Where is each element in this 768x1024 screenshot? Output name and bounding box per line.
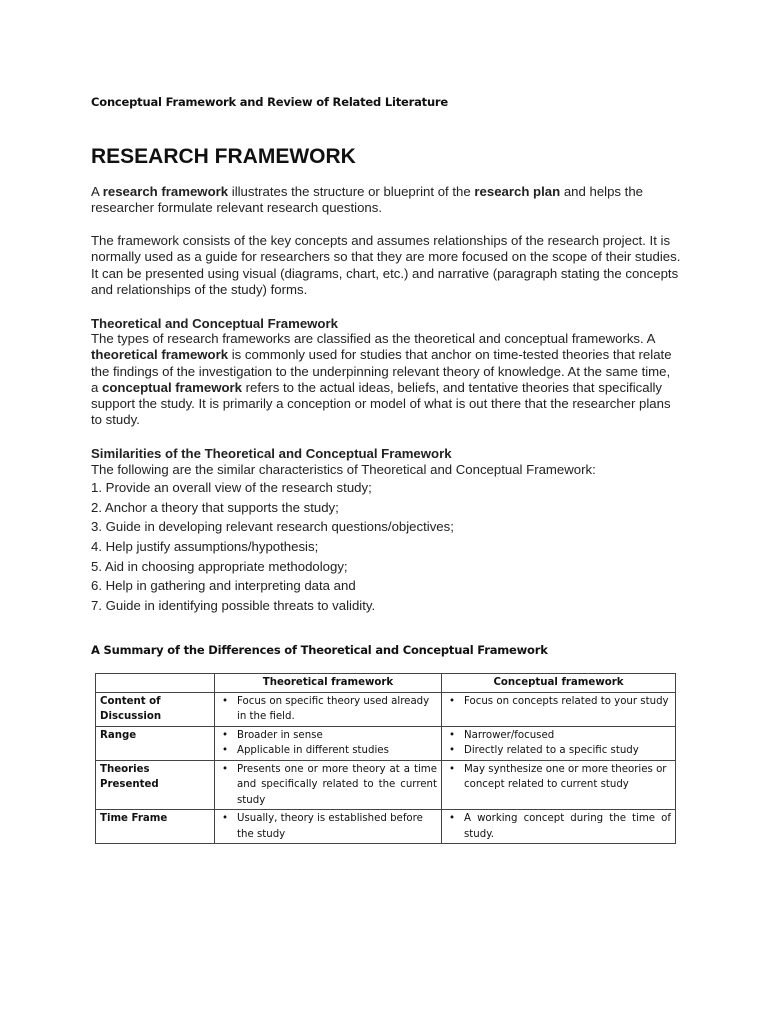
row-label-content: Content of Discussion [96, 692, 215, 726]
row-label-range: Range [96, 726, 215, 760]
table-title: A Summary of the Differences of Theoretical and Conceptual Framework [91, 643, 548, 657]
cell-conceptual [442, 726, 676, 760]
bullet-item: • Directly related to a specific study [446, 743, 671, 759]
bullet-item: • Presents one or more theory at a time and specifically related to the current study [219, 762, 437, 809]
bullet-item: • Narrower/focused [446, 728, 671, 744]
intro-paragraph: A research framework illustrates the structure or blueprint of the research plan and helps the researcher formulate relevant research questions. [91, 184, 644, 216]
cell-conceptual [442, 810, 676, 844]
table-row [96, 810, 676, 844]
similarities-list [91, 480, 454, 618]
framework-paragraph: The framework consists of the key concepts and assumes relationships of the research project. It is normally used as a guide for researchers so that they are more focused on the scope of their studies. It can be presented using visual (diagrams, chart, etc.) and narrative (paragraph stating the concepts and relationships of the study) forms. [91, 233, 681, 297]
bullet-item: • Applicable in different studies [219, 743, 437, 759]
term-research-plan: research plan [474, 184, 561, 199]
bullet-item: • Focus on concepts related to your study [446, 694, 671, 710]
cell-conceptual [442, 760, 676, 810]
list-item: 6. Help in gathering and interpreting data and [91, 578, 356, 594]
bullet-item: • Focus on specific theory used already in the field. [219, 694, 437, 725]
list-item: 1. Provide an overall view of the research study; [91, 480, 372, 495]
term-research-framework: research framework [102, 184, 229, 199]
list-item: 3. Guide in developing relevant research questions/objectives; [91, 519, 454, 535]
cell-conceptual [442, 692, 676, 726]
header-cell-theoretical: Theoretical framework [215, 674, 442, 693]
section-heading-theoretical-conceptual: Theoretical and Conceptual Framework [91, 316, 338, 331]
section-heading-similarities: Similarities of the Theoretical and Conceptual Framework [91, 446, 452, 461]
table-row [96, 726, 676, 760]
table-header-row [96, 674, 676, 693]
table-row [96, 692, 676, 726]
header-cell-empty [96, 674, 215, 693]
differences-table [95, 673, 676, 844]
header-cell-conceptual: Conceptual framework [442, 674, 676, 693]
similarities-intro: The following are the similar characteristics of Theoretical and Conceptual Framework: [91, 462, 596, 477]
document-header: Conceptual Framework and Review of Related Literature [91, 95, 449, 109]
bullet-item: • A working concept during the time of study. [446, 811, 671, 842]
table-row [96, 760, 676, 810]
list-item: 2. Anchor a theory that supports the study; [91, 499, 339, 515]
page-title: RESEARCH FRAMEWORK [91, 145, 356, 168]
list-item: 5. Aid in choosing appropriate methodology; [91, 558, 348, 574]
bullet-item: • Broader in sense [219, 728, 437, 744]
row-label-time-frame: Time Frame [96, 810, 215, 844]
bullet-item: • Usually, theory is established before the study [219, 811, 437, 842]
list-item: 4. Help justify assumptions/hypothesis; [91, 539, 319, 555]
term-theoretical-framework: theoretical framework [91, 347, 229, 363]
bullet-item: • May synthesize one or more theories or concept related to current study [446, 762, 671, 793]
cell-theoretical [215, 760, 442, 810]
cell-theoretical [215, 692, 442, 726]
row-label-theories: Theories Presented [96, 760, 215, 810]
term-conceptual-framework: conceptual framework [102, 379, 242, 395]
cell-theoretical [215, 726, 442, 760]
list-item: 7. Guide in identifying possible threats to validity. [91, 598, 376, 614]
cell-theoretical [215, 810, 442, 844]
types-paragraph: The types of research frameworks are classified as the theoretical and conceptual frameworks. A theoretical framework is commonly used for studies that anchor on time-tested theories that relate the findings of the investigation to the underpinning relevant theory of knowledge. At the same time, a conceptual framework refers to the actual ideas, beliefs, and tentative theories that specifically support the study. It is primarily a conception or model of what is out there that the researcher plans to study. [91, 331, 672, 428]
